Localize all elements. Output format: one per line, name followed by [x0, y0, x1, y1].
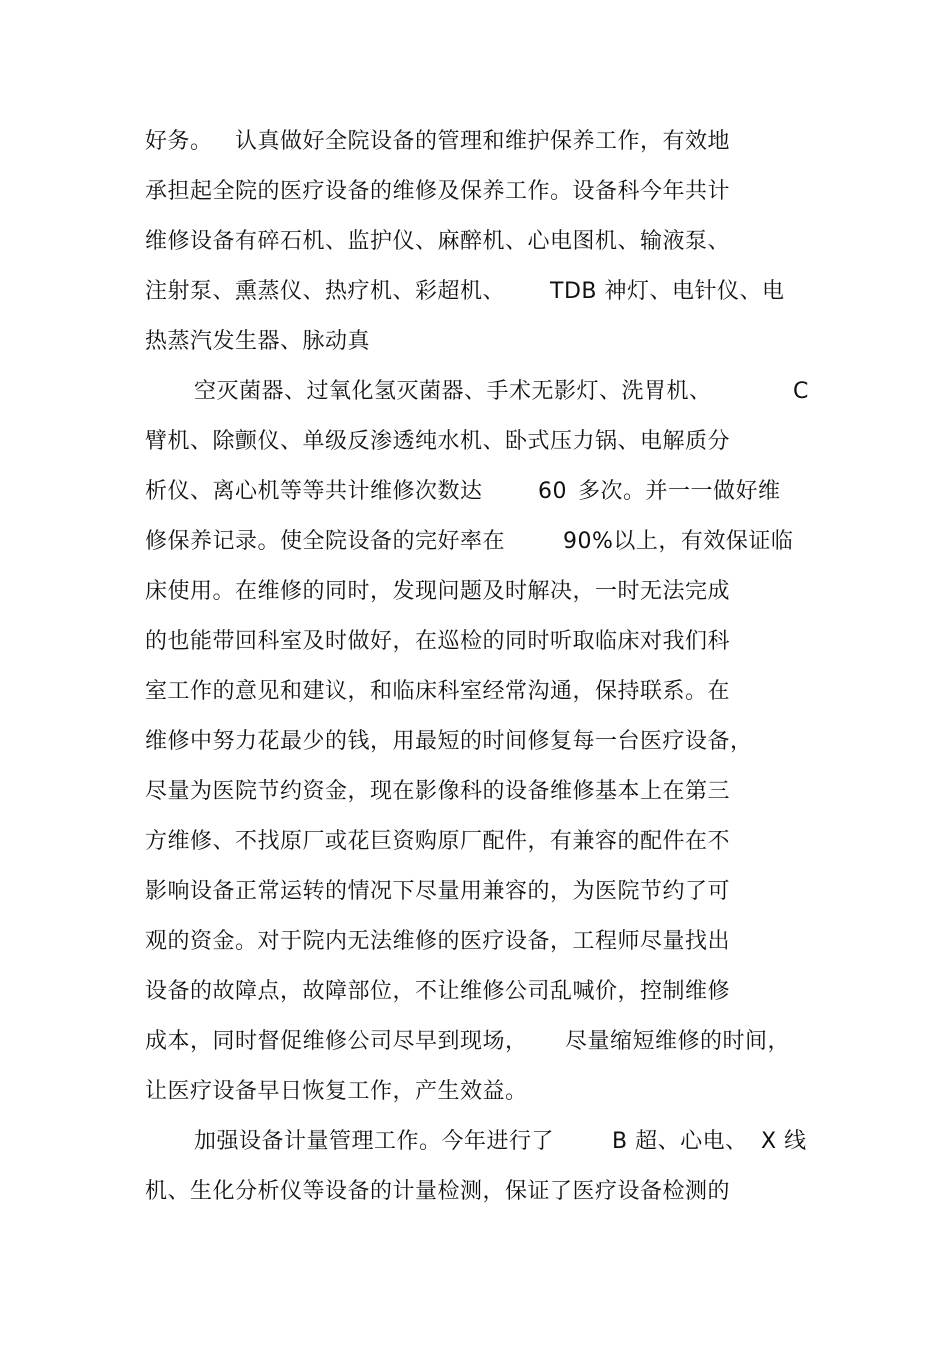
text-line	[145, 977, 731, 1007]
text-line	[145, 927, 731, 957]
text-segment: 维修设备有碎石机、监护仪、麻醉机、心电图机、输液泵、	[145, 229, 731, 254]
text-line	[145, 177, 731, 207]
text-segment: 室工作的意见和建议，和临床科室经常沟通，保持联系。在	[145, 679, 731, 704]
text-segment: 让医疗设备早日恢复工作，产生效益。	[145, 1079, 528, 1104]
text-line	[145, 477, 781, 507]
text-segment: 的也能带回科室及时做好，在巡检的同时听取临床对我们科	[145, 629, 731, 654]
text-line	[194, 377, 809, 407]
text-line	[145, 227, 731, 257]
text-line	[145, 1027, 791, 1057]
text-segment: 加强设备计量管理工作。今年进行了	[194, 1129, 555, 1154]
text-segment: 方维修、不找原厂或花巨资购原厂配件，有兼容的配件在不	[145, 829, 731, 854]
text-segment: TDB 神灯、电针仪、电	[550, 279, 785, 304]
text-line	[145, 1077, 528, 1107]
text-line	[145, 1177, 731, 1207]
text-segment: 好务。	[145, 129, 213, 154]
text-segment: 影响设备正常运转的情况下尽量用兼容的，为医院节约了可	[145, 879, 731, 904]
text-line	[145, 627, 731, 657]
text-segment: 维修中努力花最少的钱，用最短的时间修复每一台医疗设备，	[145, 729, 753, 754]
text-segment: 观的资金。对于院内无法维修的医疗设备，工程师尽量找出	[145, 929, 731, 954]
text-segment: 认真做好全院设备的管理和维护保养工作，有效地	[235, 129, 731, 154]
text-segment: 尽量为医院节约资金，现在影像科的设备维修基本上在第三	[145, 779, 731, 804]
text-segment: 修保养记录。使全院设备的完好率在	[145, 529, 506, 554]
text-line	[145, 777, 731, 807]
text-segment: B 超、心电、	[612, 1129, 748, 1154]
text-segment: 析仪、离心机等等共计维修次数达	[145, 479, 483, 504]
text-segment: 臂机、除颤仪、单级反渗透纯水机、卧式压力锅、电解质分	[145, 429, 731, 454]
text-segment: 床使用。在维修的同时，发现问题及时解决，一时无法完成	[145, 579, 731, 604]
text-line	[145, 677, 731, 707]
text-line	[194, 1127, 807, 1157]
text-line	[145, 527, 794, 557]
text-segment: 承担起全院的医疗设备的维修及保养工作。设备科今年共计	[145, 179, 731, 204]
text-segment: 90%以上，有效保证临	[563, 529, 794, 554]
text-segment: 多次。并一一做好维	[578, 479, 781, 504]
text-segment: X 线	[761, 1129, 807, 1154]
text-segment: 60	[538, 479, 567, 504]
text-segment: 设备的故障点，故障部位，不让维修公司乱喊价，控制维修	[145, 979, 731, 1004]
text-segment: C	[793, 379, 809, 404]
text-segment: 成本，同时督促维修公司尽早到现场，	[145, 1029, 528, 1054]
text-line	[145, 877, 731, 907]
text-line	[145, 827, 731, 857]
text-segment: 空灭菌器、过氧化氢灭菌器、手术无影灯、洗胃机、	[194, 379, 712, 404]
text-segment: 注射泵、熏蒸仪、热疗机、彩超机、	[145, 279, 506, 304]
text-segment: 热蒸汽发生器、脉动真	[145, 329, 371, 354]
text-line	[145, 327, 371, 357]
text-line	[145, 577, 731, 607]
text-segment: 机、生化分析仪等设备的计量检测，保证了医疗设备检测的	[145, 1179, 731, 1204]
text-line	[145, 127, 731, 157]
text-segment: 尽量缩短维修的时间，	[565, 1029, 791, 1054]
text-line	[145, 727, 753, 757]
text-line	[145, 277, 785, 307]
text-line	[145, 427, 731, 457]
